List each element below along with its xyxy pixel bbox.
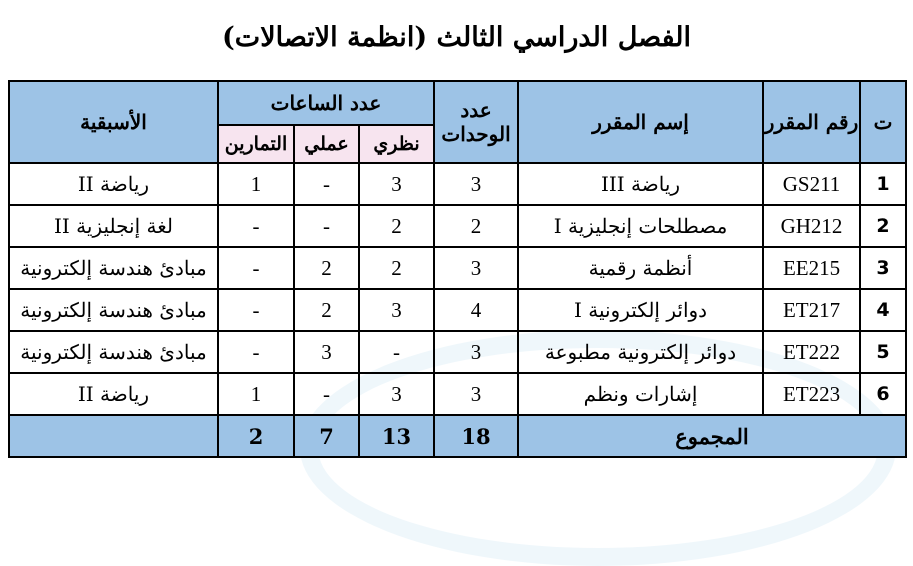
header-course-code: رقم المقرر <box>763 81 860 163</box>
header-units: عدد الوحدات <box>434 81 518 163</box>
total-exercises: 2 <box>218 415 294 457</box>
total-units: 18 <box>434 415 518 457</box>
course-practical: - <box>294 205 359 247</box>
course-name: أنظمة رقمية <box>518 247 763 289</box>
course-prerequisite: مبادئ هندسة إلكترونية <box>9 247 218 289</box>
header-hours: عدد الساعات <box>218 81 434 125</box>
total-prerequisite-empty <box>9 415 218 457</box>
course-code: ET222 <box>763 331 860 373</box>
course-prerequisite: مبادئ هندسة إلكترونية <box>9 331 218 373</box>
course-units: 3 <box>434 331 518 373</box>
course-prerequisite: مبادئ هندسة إلكترونية <box>9 289 218 331</box>
course-exercises: - <box>218 247 294 289</box>
course-prerequisite: رياضة II <box>9 373 218 415</box>
total-practical: 7 <box>294 415 359 457</box>
table-row <box>9 163 906 205</box>
course-name: رياضة III <box>518 163 763 205</box>
course-theory: 2 <box>359 247 434 289</box>
header-prerequisite: الأسبقية <box>9 81 218 163</box>
row-index: 4 <box>860 289 906 331</box>
course-name: دوائر إلكترونية مطبوعة <box>518 331 763 373</box>
course-theory: 3 <box>359 163 434 205</box>
course-theory: 3 <box>359 289 434 331</box>
course-exercises: 1 <box>218 163 294 205</box>
course-code: GH212 <box>763 205 860 247</box>
course-code: ET217 <box>763 289 860 331</box>
course-practical: 2 <box>294 247 359 289</box>
course-exercises: 1 <box>218 373 294 415</box>
course-practical: 2 <box>294 289 359 331</box>
total-label: المجموع <box>518 415 906 457</box>
course-name: إشارات ونظم <box>518 373 763 415</box>
course-practical: - <box>294 373 359 415</box>
table-row <box>9 205 906 247</box>
course-exercises: - <box>218 289 294 331</box>
course-code: ET223 <box>763 373 860 415</box>
page-title: الفصل الدراسي الثالث (انظمة الاتصالات) <box>222 22 691 53</box>
course-units: 4 <box>434 289 518 331</box>
header-index: ت <box>860 81 906 163</box>
total-theory: 13 <box>359 415 434 457</box>
row-index: 5 <box>860 331 906 373</box>
header-practical: عملي <box>294 125 359 163</box>
course-name: دوائر إلكترونية I <box>518 289 763 331</box>
course-prerequisite: لغة إنجليزية II <box>9 205 218 247</box>
header-course-name: إسم المقرر <box>518 81 763 163</box>
row-index: 2 <box>860 205 906 247</box>
course-practical: - <box>294 163 359 205</box>
row-index: 6 <box>860 373 906 415</box>
course-exercises: - <box>218 205 294 247</box>
row-index: 3 <box>860 247 906 289</box>
course-theory: 2 <box>359 205 434 247</box>
course-code: GS211 <box>763 163 860 205</box>
table-row <box>9 331 906 373</box>
course-theory: 3 <box>359 373 434 415</box>
course-name: مصطلحات إنجليزية I <box>518 205 763 247</box>
table-row <box>9 373 906 415</box>
course-table <box>8 80 907 458</box>
course-practical: 3 <box>294 331 359 373</box>
course-units: 3 <box>434 373 518 415</box>
course-units: 3 <box>434 247 518 289</box>
total-row <box>9 415 906 457</box>
course-units: 2 <box>434 205 518 247</box>
table-row <box>9 247 906 289</box>
course-exercises: - <box>218 331 294 373</box>
course-prerequisite: رياضة II <box>9 163 218 205</box>
header-theory: نظري <box>359 125 434 163</box>
header-exercises: التمارين <box>218 125 294 163</box>
course-units: 3 <box>434 163 518 205</box>
row-index: 1 <box>860 163 906 205</box>
table-row <box>9 289 906 331</box>
course-theory: - <box>359 331 434 373</box>
course-code: EE215 <box>763 247 860 289</box>
